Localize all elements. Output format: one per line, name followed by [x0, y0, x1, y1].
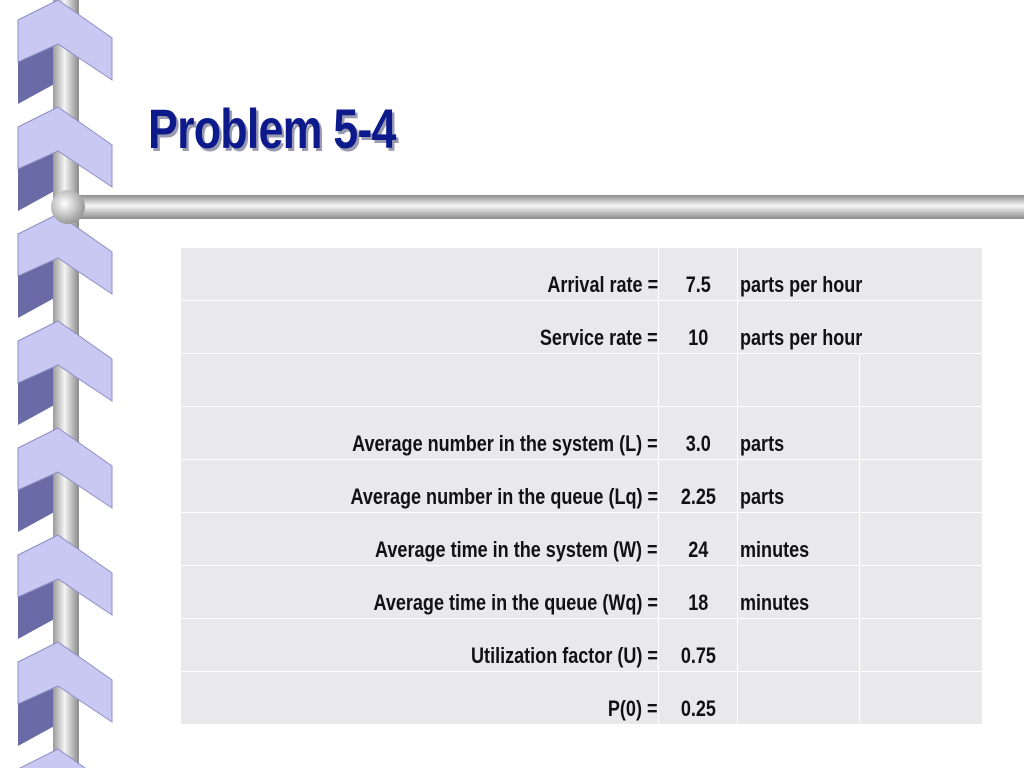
row-unit-cell: [738, 407, 860, 460]
row-unit: parts per hour: [740, 272, 863, 297]
results-table: [180, 247, 983, 725]
rail-decoration: [50, 188, 1024, 228]
row-unit: minutes: [740, 537, 810, 562]
row-unit-cell: [738, 672, 860, 725]
row-value: 7.5: [685, 272, 711, 297]
row-value: 0.75: [680, 643, 716, 668]
row-unit: minutes: [740, 590, 810, 615]
row-unit-cell: [738, 460, 860, 513]
row-value: 10: [687, 325, 709, 350]
row-unit-cell: [738, 619, 860, 672]
row-label: Arrival rate =: [547, 272, 658, 297]
empty-cell: [860, 619, 983, 672]
row-label-cell: [181, 566, 659, 619]
row-unit-cell: [738, 566, 860, 619]
row-value-cell: [659, 354, 738, 407]
table-row: [181, 248, 983, 301]
table-row: [181, 513, 983, 566]
row-label-cell: [181, 460, 659, 513]
row-label: Average number in the queue (Lq) =: [350, 484, 658, 509]
ribbon-decoration: [0, 0, 120, 768]
row-value: 0.25: [680, 696, 716, 721]
row-value-cell: [659, 301, 738, 354]
row-label: P(0) =: [608, 696, 658, 721]
row-unit-cell: [738, 301, 983, 354]
row-label: Service rate =: [540, 325, 658, 350]
row-unit-cell: [738, 513, 860, 566]
row-label-cell: [181, 513, 659, 566]
table-row: [181, 301, 983, 354]
table-row: [181, 672, 983, 725]
row-unit: parts: [740, 431, 785, 456]
row-value: 2.25: [680, 484, 716, 509]
table-row: [181, 354, 983, 407]
table-row: [181, 407, 983, 460]
row-label-cell: [181, 407, 659, 460]
row-label-cell: [181, 354, 659, 407]
row-value: 3.0: [685, 431, 711, 456]
row-value-cell: [659, 566, 738, 619]
row-value-cell: [659, 513, 738, 566]
row-label: Average time in the system (W) =: [375, 537, 658, 562]
empty-cell: [860, 566, 983, 619]
slide-title: Problem 5-4: [148, 97, 396, 160]
row-label-cell: [181, 672, 659, 725]
row-label-cell: [181, 301, 659, 354]
row-label: Average number in the system (L) =: [352, 431, 658, 456]
row-value-cell: [659, 407, 738, 460]
empty-cell: [860, 460, 983, 513]
row-value-cell: [659, 619, 738, 672]
row-label: Average time in the queue (Wq) =: [373, 590, 658, 615]
table-row: [181, 566, 983, 619]
table-row: [181, 619, 983, 672]
empty-cell: [860, 513, 983, 566]
empty-cell: [860, 354, 983, 407]
row-value-cell: [659, 248, 738, 301]
row-value-cell: [659, 672, 738, 725]
row-value: 24: [687, 537, 709, 562]
empty-cell: [860, 672, 983, 725]
empty-cell: [860, 407, 983, 460]
row-label-cell: [181, 248, 659, 301]
table-row: [181, 460, 983, 513]
row-label: Utilization factor (U) =: [471, 643, 658, 668]
row-value: 18: [687, 590, 709, 615]
row-label-cell: [181, 619, 659, 672]
row-value-cell: [659, 460, 738, 513]
row-unit-cell: [738, 248, 983, 301]
row-unit: parts per hour: [740, 325, 863, 350]
row-unit: parts: [740, 484, 785, 509]
row-unit-cell: [738, 354, 860, 407]
